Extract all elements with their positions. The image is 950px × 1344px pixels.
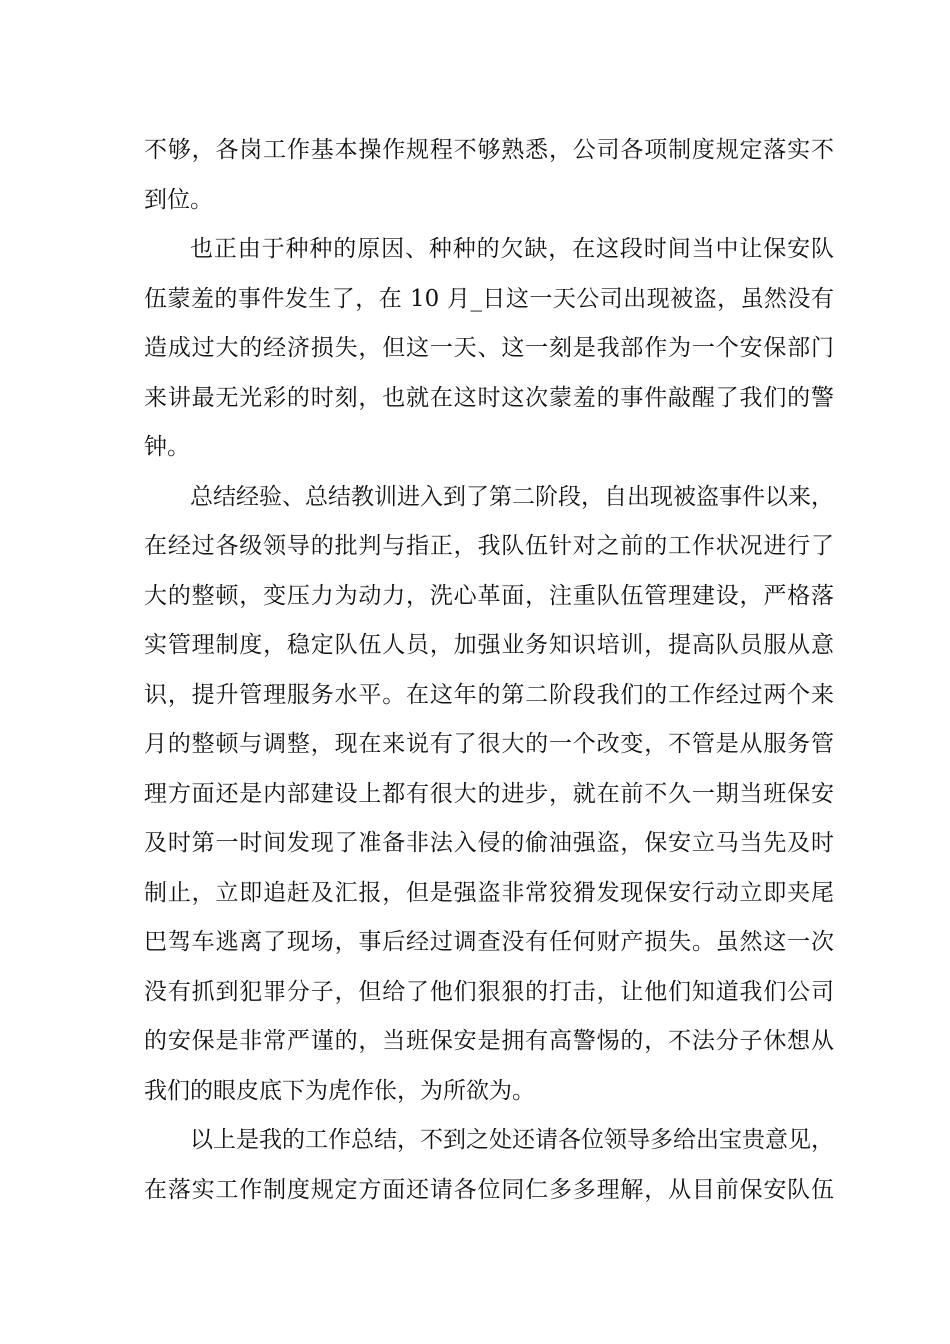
text-line: 到位。 [144,186,213,213]
text-line: 钟。 [144,434,190,460]
text-line: 也正由于种种的原因、种种的欠缺，在这段时间当中让保安队 [190,236,834,262]
text-line: 制止，立即追赶及汇报，但是强盗非常狡猾发现保安行动立即夹尾 [144,879,834,906]
text-line: 识，提升管理服务水平。在这年的第二阶段我们的工作经过两个来 [144,681,834,708]
text-line: 没有抓到犯罪分子，但给了他们狠狠的打击，让他们知道我们公司 [144,978,834,1005]
text-line: 以上是我的工作总结，不到之处还请各位领导多给出宝贵意见， [190,1127,834,1153]
text-line: 不够，各岗工作基本操作规程不够熟悉，公司各项制度规定落实不 [144,137,834,163]
text-line: 造成过大的经济损失，但这一天、这一刻是我部作为一个安保部门 [144,335,834,361]
text-line: 在经过各级领导的批判与指正，我队伍针对之前的工作状况进行了 [144,533,834,559]
text-line: 理方面还是内部建设上都有很大的进步，就在前不久一期当班保安 [144,780,834,807]
text-line: 月的整顿与调整，现在来说有了很大的一个改变，不管是从服务管 [144,731,834,757]
text-line: 大的整顿，变压力为动力，洗心革面，注重队伍管理建设，严格落 [144,582,834,609]
text-line: 及时第一时间发现了准备非法入侵的偷油强盗，保安立马当先及时 [144,830,834,856]
text-line: 巴驾车逃离了现场，事后经过调查没有任何财产损失。虽然这一次 [144,929,834,955]
text-line: 我们的眼皮底下为虎作伥，为所欲为。 [144,1077,535,1104]
text-line: 实管理制度，稳定队伍人员，加强业务知识培训，提高队员服从意 [144,632,834,658]
text-line: 在落实工作制度规定方面还请各位同仁多多理解，从目前保安队伍 [144,1176,834,1203]
text-line: 来讲最无光彩的时刻，也就在这时这次蒙羞的事件敲醒了我们的警 [144,384,834,411]
document-body [144,126,834,1215]
text-line: 伍蒙羞的事件发生了，在 10 月_日这一天公司出现被盗，虽然没有 [144,285,834,312]
text-line: 的安保是非常严谨的，当班保安是拥有高警惕的，不法分子休想从 [144,1028,834,1054]
text-line: 总结经验、总结教训进入到了第二阶段，自出现被盗事件以来， [190,483,834,510]
